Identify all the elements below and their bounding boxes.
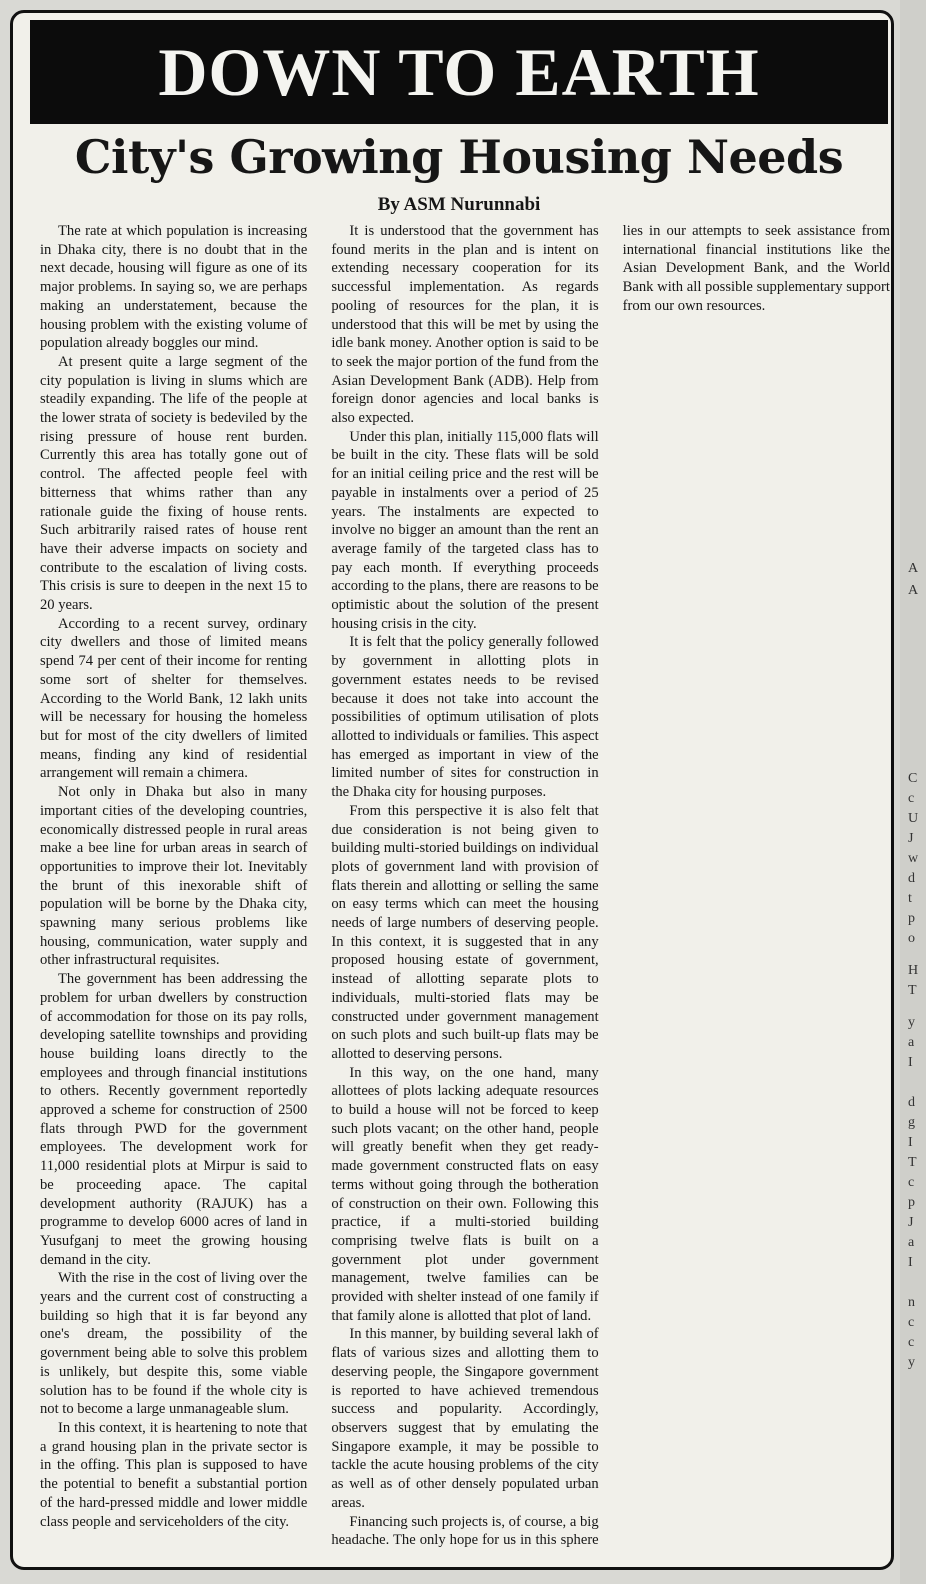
article-paragraph: According to a recent survey, ordinary city dwellers and those of limited means spend 74 per cent of their income for renting some sort of shelter for themselves. According to the World Bank, 12 lakh units will be necessary for housing the homeless but for most of the city dwellers of limited means, finding any kind of residential arrangement will remain a chimera. xyxy=(40,615,308,782)
edge-letter: w xyxy=(908,851,919,866)
article-paragraph: It is felt that the policy generally followed by government in allotting plots in government estates needs to be revised because it does not take into account the possibilities of optimum utilisation of plots allotted to individuals or families. This aspect has emerged as important in view of the limited number of sites for construction in the Dhaka city for housing purposes. xyxy=(331,634,599,801)
edge-letter: J xyxy=(908,1215,914,1230)
article-paragraph: With the rise in the cost of living over the years and the current cost of constructing a building so high that it is far beyond any one's dream, the possibility of the government being able to solve this problem is unlikely, but despite this, some viable solution has to be found if the whole city is not to become a large unmanageable slum. xyxy=(40,1270,308,1418)
edge-letter: y xyxy=(908,1015,915,1030)
article-paragraph: From this perspective it is also felt that due consideration is not being given to building multi-storied buildings on individual plots of government land with provision of flats therein and allotting or selling the same on easy terms which can meet the housing needs of large numbers of deserving people. In this context, it is suggested that in any proposed housing estate of government, instead of allotting separate plots to individuals, multi-storied flats may be constructed under government management on such plots and such built-up flats may be allotted to deserving persons. xyxy=(331,802,599,1062)
adjacent-column-edge xyxy=(900,0,926,1584)
column-banner xyxy=(30,20,888,124)
edge-letter: T xyxy=(908,983,917,998)
article-paragraph: In this manner, by building several lakh of flats of various sizes and allotting them to deserving people, the Singapore government is reported to have achieved tremendous success and popularity. Accordingly, observers suggest that by emulating the Singapore example, it may be possible to tackle the acute housing problems of the city as well as of other densely populated urban areas. xyxy=(331,1326,599,1511)
article-paragraph: Not only in Dhaka but also in many important cities of the developing countries, economically distressed people in rural areas make a bee line for urban areas in search of opportunities to improve their lot. Inevitably the brunt of this inexorable shift of population will be borne by the Dhaka city, spawning many serious problems like housing, communication, water supply and other infrastructural requisites. xyxy=(40,784,308,969)
article-paragraph: In this way, on the one hand, many allottees of plots lacking adequate resources to build a house will not be forced to keep such plots vacant; on the other hand, people will greatly benefit when they get ready-made government constructed flats on easy terms without going through the botheration of construction on their own. Following this practice, if a multi-storied building comprising twelve flats is built on a government plot under government management, twelve families can be provided with shelter instead of one family if that family alone is allotted that plot of land. xyxy=(331,1064,599,1324)
edge-letter: a xyxy=(908,1035,915,1050)
edge-letter: o xyxy=(908,931,915,946)
article-body xyxy=(40,222,890,1568)
edge-letter: T xyxy=(908,1155,917,1170)
banner-title: DOWN TO EARTH xyxy=(158,33,760,110)
article-paragraph: The rate at which population is increasing in Dhaka city, there is no doubt that in the next decade, housing will figure as one of its major problems. In saying so, we are perhaps making an understatement, because the housing problem with the existing volume of population already boggles our mind. xyxy=(40,223,308,352)
edge-letter: c xyxy=(908,791,915,806)
edge-letter: a xyxy=(908,1235,915,1250)
edge-letter: H xyxy=(908,963,919,978)
article-headline: City's Growing Housing Needs xyxy=(74,130,844,184)
article-paragraph: In this context, it is heartening to note that a grand housing plan in the private sector is in the offing. This plan is supposed to have the potential to benefit a substantial portion of the hard-pressed middle and lower middle class people and serviceholders of the city. xyxy=(40,1420,308,1530)
edge-letter: C xyxy=(908,771,918,786)
article-paragraph: The government has been addressing the problem for urban dwellers by construction of accommodation for those on its pay rolls, developing satellite townships and providing house building loans directly to the employees and through financial institutions to others. Recently government reportedly approved a scheme for construction of 2500 flats through PWD for the government employees. The development work for 11,000 residential plots at Mirpur is said to be proceeding apace. The capital development authority (RAJUK) has a programme to develop 6000 acres of land in Yusufganj to meet the growing housing demand in the city. xyxy=(40,971,308,1268)
article-paragraph: Under this plan, initially 115,000 flats will be built in the city. These flats will be sold for an initial ceiling price and the rest will be payable in instalments over a period of 25 years. The instalments are expected to involve no bigger an amount than the rent an average family of the targeted class has to pay each month. If everything proceeds according to the plans, there are reasons to be optimistic about the solution of the present housing crisis in the city. xyxy=(331,428,599,632)
edge-letter: A xyxy=(908,561,919,576)
edge-letter: d xyxy=(908,1095,915,1110)
edge-letter: y xyxy=(908,1355,915,1370)
edge-letter: p xyxy=(908,1195,915,1210)
edge-letter: n xyxy=(908,1295,915,1310)
edge-letter: U xyxy=(908,811,919,826)
article-paragraph: It is understood that the government has found merits in the plan and is intent on extending necessary cooperation for its successful implementation. As regards pooling of resources for the plan, it is understood that this will be met by using the idle bank money. Another option is said to be to seek the major portion of the fund from the Asian Development Bank (ADB). Help from foreign donor agencies and local banks is also expected. xyxy=(331,223,599,427)
article-byline: By ASM Nurunnabi xyxy=(377,194,541,215)
edge-letter: J xyxy=(908,831,914,846)
edge-letter: d xyxy=(908,871,915,886)
edge-letter: c xyxy=(908,1315,915,1330)
edge-letter: c xyxy=(908,1335,915,1350)
edge-letter: g xyxy=(908,1115,915,1130)
article-paragraph: At present quite a large segment of the city population is living in slums which are steadily expanding. The life of the people at the lower strata of society is bedeviled by the rising pressure of house rent burden. Currently this area has totally gone out of control. The affected people feel with bitterness that whims rather than any rationale guide the fixing of house rents. Such arbitrarily raised rates of house rent have their adverse impacts on society and contribute to the escalation of living costs. This crisis is sure to deepen in the next 15 to 20 years. xyxy=(40,353,308,614)
article-paragraph: Financing such projects is, of course, a big headache. The only hope for us in this sphere lies in our attempts to seek assistance from international financial institutions like the Asian Development Bank, and the World Bank with all possible supplementary support from our own resources. xyxy=(331,223,890,1549)
edge-letter: c xyxy=(908,1175,915,1190)
edge-letter: I xyxy=(908,1255,913,1270)
edge-letter: p xyxy=(908,911,915,926)
edge-letter: I xyxy=(908,1055,913,1070)
edge-letter: A xyxy=(908,583,919,598)
edge-letter: I xyxy=(908,1135,913,1150)
edge-letter: t xyxy=(908,891,912,906)
